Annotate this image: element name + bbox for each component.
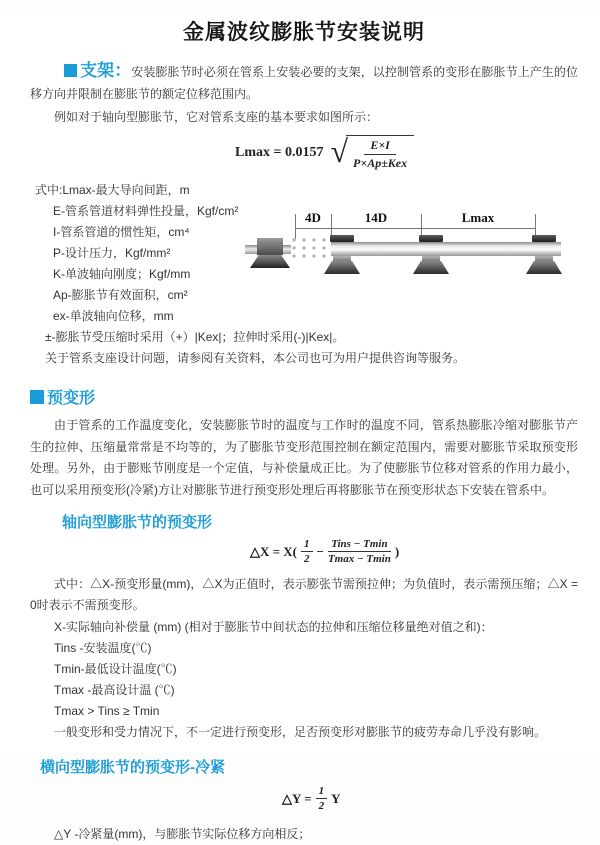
axial-note-line: Tmax -最高设计温 (℃) <box>54 683 175 697</box>
half-numerator: 1 <box>316 785 328 799</box>
definition-line: 式中:Lmax-最大导向间距，m <box>35 183 190 197</box>
axial-notes <box>30 574 578 743</box>
axial-note-line: 式中：△X-预变形量(mm)，△X为正值时，表示膨张节需预拉伸；为负值时，表示需预压缩；△X = 0时表示不需预变形。 <box>30 577 578 612</box>
anchor-pedestal-icon <box>250 255 290 268</box>
support-cap <box>330 235 354 242</box>
support-base <box>413 261 449 274</box>
radical-sign <box>330 135 414 171</box>
axial-formula-lhs: △X = X( <box>250 543 298 559</box>
definition-line: E-管系管道材料弹性投量，Kgf/cm² <box>53 204 239 218</box>
lmax-formula-denominator: P×Ap±Kex <box>353 156 408 170</box>
definition-line: P-设计压力，Kgf/mm² <box>53 246 171 260</box>
support-base <box>526 261 562 274</box>
page-title: 金属波纹膨胀节安装说明 <box>183 21 425 44</box>
dimension-label-14d: 14D <box>364 210 388 225</box>
temp-denominator: Tmax − Tmin <box>327 553 391 565</box>
axial-formula-rhs: ) <box>394 543 400 559</box>
guide-support-icon <box>526 235 562 273</box>
axial-note-line: 一般变形和受力情况下，不一定进行预变形，足否预变形对膨胀节的疲劳寿命几乎没有影响。 <box>54 725 547 739</box>
lmax-formula-numerator: E×I <box>364 138 396 155</box>
lateral-note-text: △Y -冷紧量(mm)，与膨胀节实际位移方向相反； <box>54 827 311 841</box>
half-denominator: 2 <box>318 800 325 812</box>
axial-note-line: Tmin-最低设计温度(℃) <box>54 662 177 676</box>
definition-line: I-管系管道的惯性矩，cm⁴ <box>53 225 190 239</box>
axial-note-line: Tmax > Tins ≥ Tmin <box>54 704 160 718</box>
axial-note-line: Tins -安装温度(℃) <box>54 641 152 655</box>
anchor-support-icon <box>257 238 283 255</box>
definition-line: K-单波轴向刚度；Kgf/mm <box>53 267 191 281</box>
dimension-label-4d: 4D <box>305 210 321 225</box>
axial-formula <box>250 538 578 565</box>
predeform-section-heading <box>30 385 578 408</box>
support-intro-text: 安装膨胀节时必须在管系上安装必要的支架，以控制管系的变形在膨胀节上产生的位移方向并限制在膨胀节的额定位移范围内。 <box>30 65 579 101</box>
document-page <box>0 16 600 841</box>
guide-support-icon <box>324 235 360 273</box>
section-marker-icon <box>64 64 77 77</box>
support-example-text: 例如对于轴向型膨胀节，它对管系支座的基本要求如图所示： <box>54 110 379 124</box>
pipe-support-diagram <box>243 208 565 280</box>
lmax-formula-lhs: Lmax = 0.0157 <box>235 145 324 160</box>
lateral-formula <box>282 785 578 812</box>
predeform-heading-text: 预变形 <box>47 390 96 407</box>
lateral-formula-half <box>316 785 328 812</box>
definition-line: ±-膨胀节受压缩时采用（+）|Kex|；拉伸时采用(-)|Kex|。 <box>45 330 345 344</box>
axial-formula-half <box>301 538 313 565</box>
radical-icon: √ <box>330 133 349 169</box>
lmax-formula <box>235 135 578 171</box>
axial-formula-minus: − <box>316 543 324 559</box>
half-numerator: 1 <box>301 538 313 552</box>
support-section-heading: 支架： <box>80 61 132 80</box>
support-intro-paragraph <box>30 60 578 105</box>
support-base <box>324 261 360 274</box>
dimension-label-lmax: Lmax <box>461 210 495 225</box>
axial-subheading: 轴向型膨胀节的预变形 <box>62 514 213 531</box>
lmax-formula-fraction <box>346 135 414 171</box>
support-cap <box>419 235 443 242</box>
temp-numerator: Tins − Tmin <box>328 538 390 552</box>
definition-line: ex-单波轴向位移，mm <box>53 309 174 323</box>
guide-support-icon <box>413 235 449 273</box>
predeform-paragraph: 由于管系的工作温度变化，安装膨胀节时的温度与工作时的温度不同，管系热膨胀冷缩对膨胀节产生的拉伸、压缩量常常是不均等的，为了膨胀节变形范围控制在额定范围内，需要对膨胀节采取预变形处理。另外，由于膨账节刚度是一个定值，与补偿量成正比。为了使膨胀节位移对管系的作用力最小，也可以采用预变形(冷紧)方让对膨胀节进行预变形处理后再将膨胀节在预变形状态下安装在管系中。 <box>30 418 578 497</box>
axial-note-line: X-实际轴向补偿量 (mm) (相对于膨胀节中间状态的拉伸和压缩位移量绝对值之和)： <box>54 620 493 634</box>
lateral-formula-lhs: △Y = <box>282 790 312 806</box>
lateral-subheading: 横向型膨胀节的预变形-冷紧 <box>40 759 225 776</box>
section-marker-icon <box>30 390 44 404</box>
support-cap <box>532 235 556 242</box>
axial-formula-temp-fraction <box>328 538 391 565</box>
lateral-formula-rhs: Y <box>331 790 341 806</box>
half-denominator: 2 <box>304 553 310 565</box>
support-note-text: 关于管系支座设计问题，请参阅有关资料，本公司也可为用户提供咨询等服务。 <box>45 351 466 365</box>
definition-line: Ap-膨胀节有效面积，cm² <box>53 288 188 302</box>
